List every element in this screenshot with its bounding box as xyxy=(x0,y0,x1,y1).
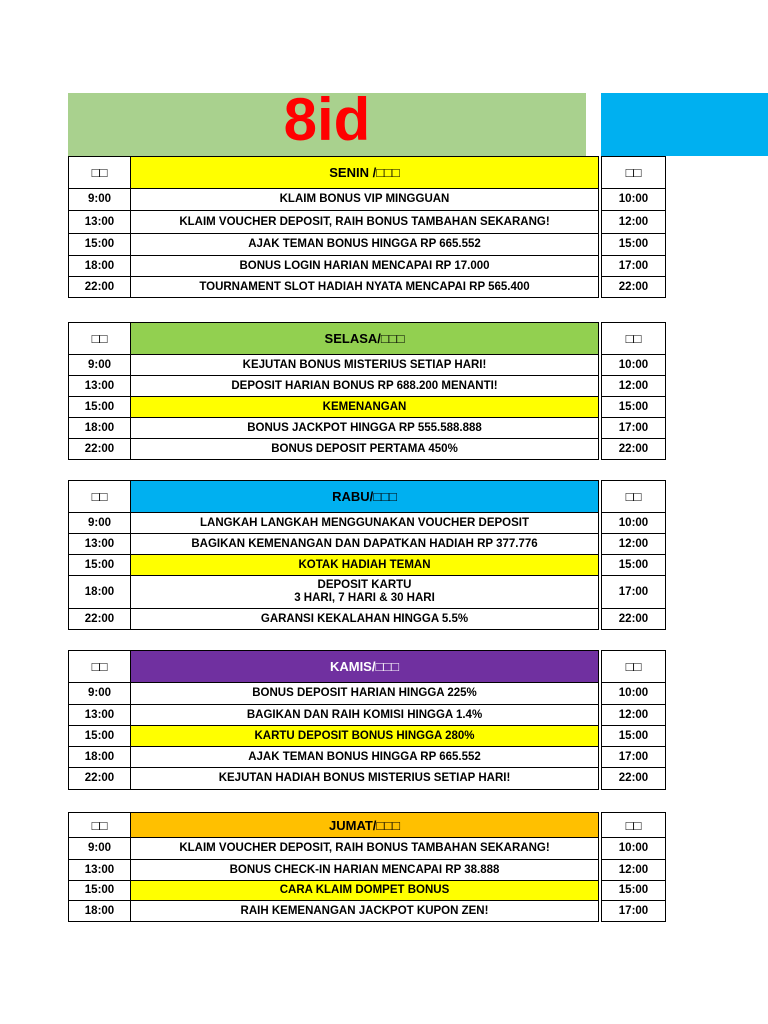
alt-time-row xyxy=(601,608,666,630)
row-alt-time: 22:00 xyxy=(601,608,666,630)
alt-time-row xyxy=(601,210,666,234)
row-time: 18:00 xyxy=(68,746,131,768)
row-description: KEJUTAN HADIAH BONUS MISTERIUS SETIAP HARI! xyxy=(130,767,599,790)
row-description: BONUS DEPOSIT PERTAMA 450% xyxy=(130,438,599,460)
brand-header xyxy=(68,86,586,156)
day-title: KAMIS/□□□ xyxy=(130,650,599,683)
row-description: DEPOSIT HARIAN BONUS RP 688.200 MENANTI! xyxy=(130,375,599,397)
alt-time-row xyxy=(601,276,666,298)
alt-time-header-row xyxy=(601,322,666,355)
alt-time-header-row xyxy=(601,812,666,838)
row-time: 15:00 xyxy=(68,554,131,576)
schedule-row xyxy=(68,188,599,211)
row-description: BONUS DEPOSIT HARIAN HINGGA 225% xyxy=(130,682,599,705)
row-time: 22:00 xyxy=(68,276,131,298)
day-header-row xyxy=(68,322,599,355)
row-alt-time: 12:00 xyxy=(601,210,666,234)
row-alt-time: 17:00 xyxy=(601,417,666,439)
alt-time-header: □□ xyxy=(601,322,666,355)
time-header: □□ xyxy=(68,650,131,683)
schedule-row xyxy=(68,375,599,397)
alt-time-row xyxy=(601,512,666,534)
schedule-row xyxy=(68,859,599,881)
row-description: BAGIKAN KEMENANGAN DAN DAPATKAN HADIAH RP 377.776 xyxy=(130,533,599,555)
row-alt-time: 10:00 xyxy=(601,837,666,860)
alt-time-row xyxy=(601,682,666,705)
day-header-row xyxy=(68,650,599,683)
time-header: □□ xyxy=(68,156,131,189)
day-title: JUMAT/□□□ xyxy=(130,812,599,838)
alt-time-row xyxy=(601,354,666,376)
day-header-row xyxy=(68,812,599,838)
row-alt-time: 15:00 xyxy=(601,396,666,418)
schedule-row xyxy=(68,417,599,439)
row-description: AJAK TEMAN BONUS HINGGA RP 665.552 xyxy=(130,233,599,256)
schedule-row xyxy=(68,438,599,460)
schedule-row xyxy=(68,608,599,630)
schedule-row xyxy=(68,255,599,277)
alt-time-row xyxy=(601,704,666,726)
row-time: 15:00 xyxy=(68,880,131,901)
row-time: 9:00 xyxy=(68,354,131,376)
alt-time-header: □□ xyxy=(601,156,666,189)
row-alt-time: 10:00 xyxy=(601,354,666,376)
alt-time-header-row xyxy=(601,650,666,683)
row-time: 13:00 xyxy=(68,533,131,555)
alt-time-row xyxy=(601,746,666,768)
alt-time-row xyxy=(601,417,666,439)
row-time: 9:00 xyxy=(68,837,131,860)
schedule-row xyxy=(68,746,599,768)
alt-time-header: □□ xyxy=(601,650,666,683)
row-description: KLAIM VOUCHER DEPOSIT, RAIH BONUS TAMBAHAN SEKARANG! xyxy=(130,837,599,860)
alt-time-row xyxy=(601,767,666,790)
row-time: 15:00 xyxy=(68,725,131,747)
row-description: CARA KLAIM DOMPET BONUS xyxy=(130,880,599,901)
row-alt-time: 15:00 xyxy=(601,725,666,747)
alt-time-row xyxy=(601,859,666,881)
row-time: 22:00 xyxy=(68,438,131,460)
row-alt-time: 12:00 xyxy=(601,533,666,555)
row-description: BONUS LOGIN HARIAN MENCAPAI RP 17.000 xyxy=(130,255,599,277)
row-description: KEJUTAN BONUS MISTERIUS SETIAP HARI! xyxy=(130,354,599,376)
schedule-row xyxy=(68,704,599,726)
alt-time-header-row xyxy=(601,480,666,513)
time-header: □□ xyxy=(68,812,131,838)
alt-time-header-row xyxy=(601,156,666,189)
schedule-row xyxy=(68,533,599,555)
schedule-row xyxy=(68,396,599,418)
row-description: KLAIM BONUS VIP MINGGUAN xyxy=(130,188,599,211)
brand-title: 8id xyxy=(283,86,371,153)
row-time: 9:00 xyxy=(68,188,131,211)
schedule-row xyxy=(68,512,599,534)
alt-time-row xyxy=(601,375,666,397)
header-blue-block xyxy=(601,93,768,156)
row-description: KEMENANGAN xyxy=(130,396,599,418)
row-time: 13:00 xyxy=(68,859,131,881)
day-title: SELASA/□□□ xyxy=(130,322,599,355)
day-title: SENIN /□□□ xyxy=(130,156,599,189)
day-header-row xyxy=(68,156,599,189)
schedule-row xyxy=(68,554,599,576)
row-description: KLAIM VOUCHER DEPOSIT, RAIH BONUS TAMBAHAN SEKARANG! xyxy=(130,210,599,234)
row-alt-time: 15:00 xyxy=(601,880,666,901)
row-description: KOTAK HADIAH TEMAN xyxy=(130,554,599,576)
row-time: 18:00 xyxy=(68,575,131,609)
row-alt-time: 17:00 xyxy=(601,900,666,922)
row-time: 22:00 xyxy=(68,767,131,790)
schedule-row xyxy=(68,682,599,705)
day-title: RABU/□□□ xyxy=(130,480,599,513)
schedule-row xyxy=(68,354,599,376)
schedule-row xyxy=(68,725,599,747)
row-time: 13:00 xyxy=(68,375,131,397)
alt-time-row xyxy=(601,575,666,609)
row-alt-time: 17:00 xyxy=(601,575,666,609)
schedule-row xyxy=(68,880,599,901)
row-alt-time: 15:00 xyxy=(601,554,666,576)
alt-time-row xyxy=(601,188,666,211)
row-time: 13:00 xyxy=(68,704,131,726)
schedule-row xyxy=(68,575,599,609)
row-description: KARTU DEPOSIT BONUS HINGGA 280% xyxy=(130,725,599,747)
schedule-row xyxy=(68,276,599,298)
row-time: 18:00 xyxy=(68,417,131,439)
schedule-row xyxy=(68,210,599,234)
row-description: GARANSI KEKALAHAN HINGGA 5.5% xyxy=(130,608,599,630)
alt-time-row xyxy=(601,438,666,460)
alt-time-header: □□ xyxy=(601,480,666,513)
row-description: DEPOSIT KARTU 3 HARI, 7 HARI & 30 HARI xyxy=(130,575,599,609)
row-alt-time: 17:00 xyxy=(601,255,666,277)
alt-time-row xyxy=(601,880,666,901)
row-alt-time: 22:00 xyxy=(601,767,666,790)
alt-time-row xyxy=(601,233,666,256)
alt-time-row xyxy=(601,837,666,860)
row-description: RAIH KEMENANGAN JACKPOT KUPON ZEN! xyxy=(130,900,599,922)
row-description: LANGKAH LANGKAH MENGGUNAKAN VOUCHER DEPOSIT xyxy=(130,512,599,534)
row-time: 22:00 xyxy=(68,608,131,630)
schedule-row xyxy=(68,837,599,860)
alt-time-row xyxy=(601,900,666,922)
row-description: AJAK TEMAN BONUS HINGGA RP 665.552 xyxy=(130,746,599,768)
row-time: 9:00 xyxy=(68,682,131,705)
row-alt-time: 10:00 xyxy=(601,682,666,705)
time-header: □□ xyxy=(68,322,131,355)
alt-time-row xyxy=(601,554,666,576)
row-description: TOURNAMENT SLOT HADIAH NYATA MENCAPAI RP 565.400 xyxy=(130,276,599,298)
row-alt-time: 10:00 xyxy=(601,188,666,211)
row-time: 9:00 xyxy=(68,512,131,534)
row-description: BONUS CHECK-IN HARIAN MENCAPAI RP 38.888 xyxy=(130,859,599,881)
alt-time-row xyxy=(601,396,666,418)
time-header: □□ xyxy=(68,480,131,513)
alt-time-header: □□ xyxy=(601,812,666,838)
row-alt-time: 17:00 xyxy=(601,746,666,768)
schedule-row xyxy=(68,767,599,790)
schedule-row xyxy=(68,900,599,922)
alt-time-row xyxy=(601,725,666,747)
row-time: 15:00 xyxy=(68,396,131,418)
row-alt-time: 12:00 xyxy=(601,704,666,726)
row-alt-time: 10:00 xyxy=(601,512,666,534)
day-header-row xyxy=(68,480,599,513)
alt-time-row xyxy=(601,533,666,555)
row-time: 15:00 xyxy=(68,233,131,256)
row-time: 18:00 xyxy=(68,255,131,277)
row-description: BAGIKAN DAN RAIH KOMISI HINGGA 1.4% xyxy=(130,704,599,726)
row-alt-time: 15:00 xyxy=(601,233,666,256)
alt-time-row xyxy=(601,255,666,277)
row-alt-time: 22:00 xyxy=(601,276,666,298)
row-alt-time: 12:00 xyxy=(601,859,666,881)
row-alt-time: 22:00 xyxy=(601,438,666,460)
schedule-row xyxy=(68,233,599,256)
row-time: 18:00 xyxy=(68,900,131,922)
row-time: 13:00 xyxy=(68,210,131,234)
row-description: BONUS JACKPOT HINGGA RP 555.588.888 xyxy=(130,417,599,439)
row-alt-time: 12:00 xyxy=(601,375,666,397)
